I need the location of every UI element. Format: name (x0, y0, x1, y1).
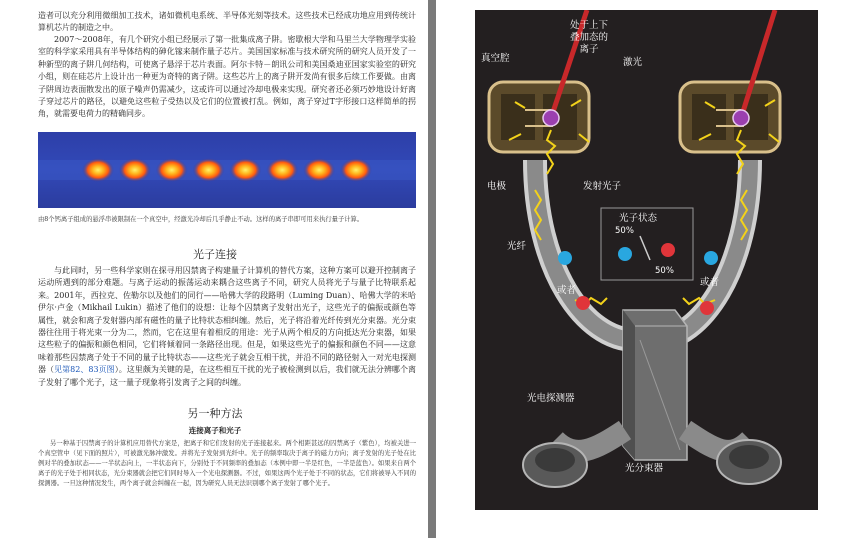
photon-link-text-a: 与此同时，另一些科学家则在探寻用囚禁离子构建量子计算机的替代方案，这种方案可以避开控制离子运动所遇到的部分难题。与离子运动的振荡运动来耦合这些离子不同，研究人员将光子与量子比特联系起来。2001年，西拉克、佐勒尔以及他们的同行——哈佛大学的段路明（Luming Duan）、哈佛大学的米哈伊尔·卢金（Mikhail Lukin）描述了他们的设想：让每个囚禁离子发射出光子，这些光子的偏振或颜色等属性，就会和离子发射器内部有磁性的量子比特状态相纠缠。然后，光子将沿着光纤传到光分束器。光分束器往往用于将光束一分为二，然而，它在这里有着相反的用途：光子从两个相反的方向抵达光分束器，如果这些粒子的偏振和颜色相同，它们将倾着同一条路径出现。但是，如果这些光子的偏振和颜色不同——这意味着那些囚禁离子处于不同的量子比特状态——这些光子就会互相干扰，并沿不同的路径射入一对光电探测器（ (38, 266, 416, 375)
box-paragraph: 另一种基于囚禁离子的计算机应用替代方案是，把离子和它们发射的光子连接起来。两个相距甚远的囚禁离子（紫色），均被关进一个真空管中（见下面的照片），可被激光脉冲激发。并将光子发射到光纤中。光子的频率取决于离子的磁力方向；离子发射的光子处在比例对半的叠加状态——一半状态向上，一半状态向下，分别处于不同频率的叠加态（本例中即一半是红色，一半是蓝色）。如果来自两个离子的光子处于相同状态，光分束器就会把它们同时导入一个光电探测器。不过，如果这两个光子处于不同的状态，它们将被导入不同的探测器。一旦这种情况发生，两个离子就会纠缠在一起，因为研究人员无法识别哪个离子发射了哪个光子。 (38, 440, 416, 487)
label-photodetector: 光电探测器 (527, 393, 575, 404)
ion-right (733, 110, 749, 126)
trapped-ion (119, 158, 151, 182)
photon-blue-left (558, 251, 572, 265)
photon-red-state (661, 243, 675, 257)
photon-blue-right (704, 251, 718, 265)
ion-photon-diagram (475, 10, 818, 510)
photon-link-paragraph (38, 265, 416, 389)
label-superposition-ion: 处于上下 叠加态的 离子 (570, 20, 609, 55)
trapped-ion (82, 158, 114, 182)
label-photon-state: 光子状态 (619, 213, 658, 224)
page-gutter (428, 0, 436, 538)
trapped-ion (340, 158, 372, 182)
image-caption: 由8个钙离子组成的悬浮串被限制在一个真空中，经激光冷却后几乎静止不动。这样的离子串即可用来执行量子计算。 (38, 216, 364, 223)
section-heading-alternative: 另一种方法 (187, 407, 243, 420)
label-emit-photon: 发射光子 (583, 181, 622, 192)
box-subheading: 连接离子和光子 (188, 426, 242, 435)
intro-paragraph: 造者可以充分利用微细加工技术，诸如微机电系统、半导体光刻等技术。这些技术已经成功地应用到传统计算机芯片的制造之中。 (38, 11, 416, 33)
label-beam-splitter: 光分束器 (625, 463, 664, 474)
section-heading-photon-link: 光子连接 (193, 248, 237, 261)
photon-link-text-b: ）。这里颇为关键的是，在这些相互干扰的光子被检测到以后，我们就无法分辨哪个离子发射了哪个光子，这一量子现象将引发离子之间的纠缠。 (38, 365, 417, 387)
label-percent-b: 50% (655, 266, 674, 276)
ion-trap-paragraph: 2007～2008年，有几个研究小组已经展示了第一批集成离子阱。密歇根大学和马里兰大学物理学实验室的科学家采用具有半导体结构的砷化镓来制作量子芯片。美国国家标准与技术研究所的研究人员开发了一种新型的离子阱几何结构，可使离子悬浮于芯片表面。阿尔卡特－朗讯公司和美国桑迪亚国家实验室的研究小组，则在硅芯片上设计出一种更为奇特的离子阱。这些芯片上的离子阱开发尚有很多后续工作要做。由离子阱周边表面散发出的原子噪声仍需减少，这或许可以通过冷却电极来实现。研究者还必须巧妙地设计好离子穿过芯片的路径，以避免这些粒子受热以及它们的位置被打乱。例如，离子穿过T字形接口这样简单的拐角，就需要电荷力的精确同步。 (38, 35, 416, 119)
ion-string-image (38, 132, 416, 208)
trapped-ion (156, 158, 188, 182)
trapped-ion (303, 158, 335, 182)
vacuum-chamber-left (489, 82, 589, 152)
trapped-ion (193, 158, 225, 182)
label-or-left: 或者 (557, 285, 577, 296)
photon-red-left (576, 296, 590, 310)
trapped-ion (229, 158, 261, 182)
label-electrode: 电极 (487, 181, 507, 192)
figure-reference-link[interactable]: 见第82、83页图 (54, 365, 115, 375)
ion-left (543, 110, 559, 126)
beam-splitter (623, 310, 687, 460)
diagram-canvas (475, 10, 818, 510)
label-optical-fiber: 光纤 (507, 241, 527, 252)
trapped-ion (266, 158, 298, 182)
label-or-right: 或者 (700, 277, 720, 288)
photon-red-right (700, 301, 714, 315)
vacuum-chamber-right (680, 82, 780, 152)
label-percent-a: 50% (615, 226, 634, 236)
photon-blue-state (618, 247, 632, 261)
label-vacuum-chamber: 真空腔 (481, 53, 510, 64)
label-laser: 激光 (623, 57, 643, 68)
